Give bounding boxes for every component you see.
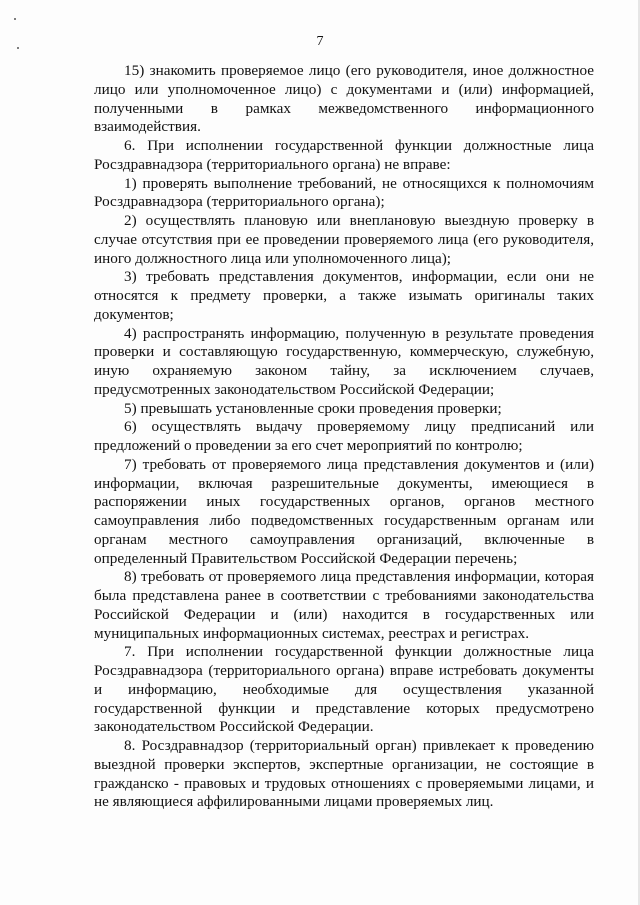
paragraph-section-8: 8. Росздравнадзор (территориальный орган) привлекает к проведению выездной проверки экспертов, экспертные организации, не состоящие в гражданско - правовых и трудовых отношениях с проверяемыми лицами, и не являющиеся аффилированными лицами проверяемых лиц.	[94, 737, 594, 811]
paragraph-section-7: 7. При исполнении государственной функции должностные лица Росздравнадзора (территориального органа) вправе истребовать документы и информацию, необходимые для осуществления указанной государственной функции и представление которых предусмотрено законодательством Российской Федерации.	[94, 643, 594, 736]
paragraph-item-8: 8) требовать от проверяемого лица представления информации, которая была представлена ранее в соответствии с требованиями законодательства Российской Федерации и (или) находится в государственных или муниципальных информационных системах, реестрах и регистрах.	[94, 568, 594, 642]
scan-dot-1	[14, 18, 16, 20]
paragraph-item-3: 3) требовать представления документов, информации, если они не относятся к предмету проверки, а также изымать оригиналы таких документов;	[94, 268, 594, 323]
page-number: 7	[316, 34, 324, 49]
paragraph-item-1: 1) проверять выполнение требований, не относящихся к полномочиям Росздравнадзора (территориального органа);	[94, 174, 594, 211]
paragraph-item-4: 4) распространять информацию, полученную в результате проведения проверки и составляющую государственную, коммерческую, служебную, иную охраняемую законом тайну, за исключением случаев, предусмотренных законодательством Российской Федерации;	[94, 324, 594, 398]
paragraph-item-15: 15) знакомить проверяемое лицо (его руководителя, иное должностное лицо или уполномоченное лицо) с документами и (или) информацией, полученными в рамках межведомственного информационного взаимодействия.	[94, 62, 594, 136]
paragraph-item-5: 5) превышать установленные сроки проведения проверки;	[124, 399, 502, 417]
paragraph-item-2: 2) осуществлять плановую или внеплановую выездную проверку в случае отсутствия при ее проведении проверяемого лица (его руководителя, иного должностного лица или уполномоченного лица);	[94, 212, 594, 267]
paragraph-item-6: 6) осуществлять выдачу проверяемому лицу предписаний или предложений о проведении за его счет мероприятий по контролю;	[94, 418, 594, 454]
paragraph-item-7: 7) требовать от проверяемого лица представления документов и (или) информации, включая разрешительные документы, имеющиеся в распоряжении иных государственных органов, органов местного самоуправления либо подведомственных государственным органам или органам местного самоуправления организаций, включенные в определенный Правительством Российской Федерации перечень;	[94, 455, 594, 567]
document-body	[94, 62, 594, 812]
paragraph-section-6: 6. При исполнении государственной функции должностные лица Росздравнадзора (территориального органа) не вправе:	[94, 137, 594, 173]
